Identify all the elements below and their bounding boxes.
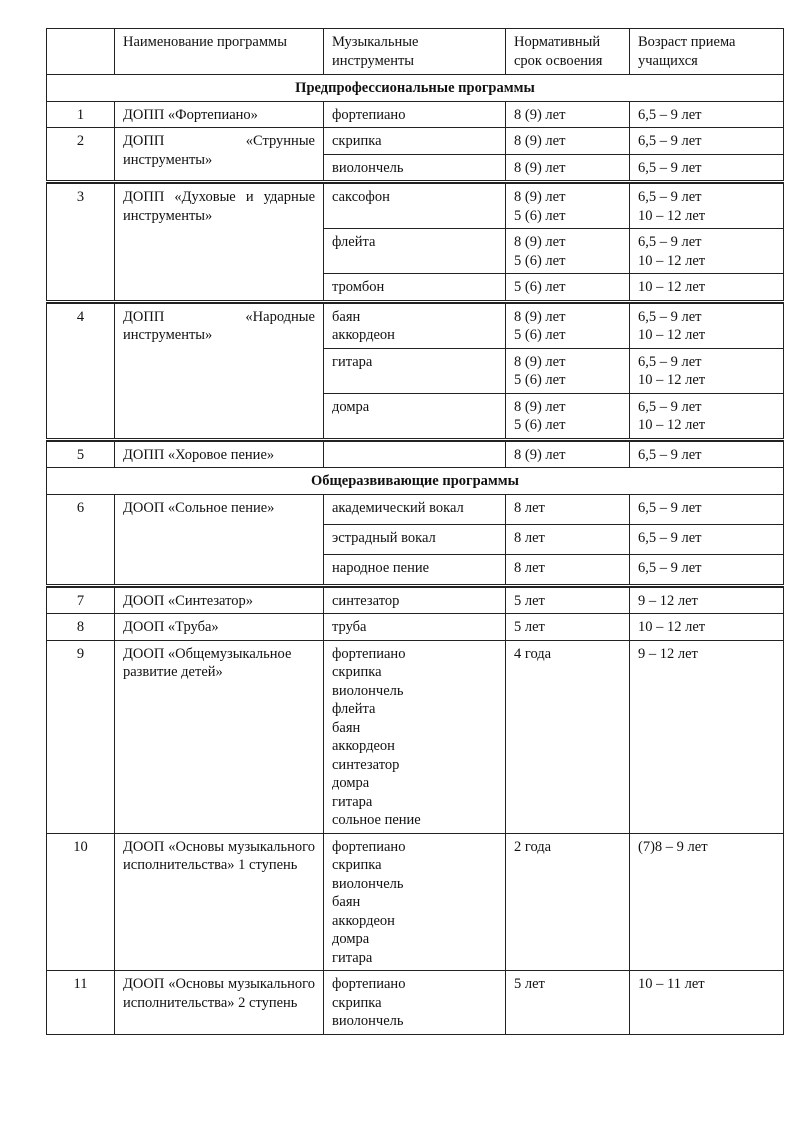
table-row (47, 971, 784, 1035)
instrument-cell (324, 494, 506, 524)
cell-line: эстрадный вокал (332, 529, 436, 546)
instrument-cell (324, 184, 506, 229)
cell-line: 10 – 12 лет (638, 619, 706, 635)
term-cell (506, 833, 630, 971)
instrument-cell (324, 101, 506, 128)
instrument-cell (324, 833, 506, 971)
table-row (47, 640, 784, 833)
cell-line: 8 (9) лет (514, 398, 566, 415)
cell-line: труба (332, 619, 367, 635)
instrument-cell (324, 348, 506, 393)
term-cell (506, 524, 630, 554)
instrument-cell (324, 614, 506, 641)
cell-line: академический вокал (332, 499, 464, 516)
row-number: 6 (47, 494, 115, 585)
cell-line: виолончель (332, 1013, 404, 1029)
cell-line: синтезатор (332, 592, 400, 609)
instrument-cell (324, 303, 506, 348)
table-row (47, 101, 784, 128)
cell-line: аккордеон (332, 912, 395, 929)
term-cell (506, 184, 630, 229)
section-title: Общеразвивающие программы (47, 468, 784, 495)
program-name: ДОПП «Народные инструменты» (115, 303, 324, 439)
header-num (47, 29, 115, 75)
cell-line: виолончель (332, 875, 404, 892)
program-name: ДОПП «Фортепиано» (115, 101, 324, 128)
cell-line: 8 (9) лет (514, 353, 566, 370)
age-cell (630, 640, 784, 833)
program-name: ДООП «Сольное пение» (115, 494, 324, 585)
cell-line: гитара (332, 949, 373, 966)
cell-line: сольное пение (332, 812, 421, 828)
header-term: Нормативный срок освоения (506, 29, 630, 75)
cell-line: 5 (6) лет (514, 417, 566, 433)
section-title: Предпрофессиональные программы (47, 75, 784, 102)
cell-line: аккордеон (332, 738, 395, 754)
age-cell (630, 184, 784, 229)
cell-line: гитара (332, 793, 373, 810)
cell-line: 6,5 – 9 лет (638, 133, 702, 149)
cell-line: 6,5 – 9 лет (638, 106, 702, 123)
cell-line: скрипка (332, 133, 382, 149)
term-cell (506, 441, 630, 468)
cell-line: фортепиано (332, 838, 406, 855)
cell-line: 8 лет (514, 559, 545, 576)
term-cell (506, 393, 630, 439)
cell-line: тромбон (332, 279, 385, 295)
cell-line: домра (332, 775, 370, 791)
table-row (47, 303, 784, 348)
cell-line: (7)8 – 9 лет (638, 838, 708, 855)
cell-line: 6,5 – 9 лет (638, 499, 702, 516)
cell-line: 8 (9) лет (514, 234, 566, 250)
program-name: ДООП «Синтезатор» (115, 587, 324, 614)
cell-line: флейта (332, 701, 376, 717)
table-row (47, 587, 784, 614)
instrument-cell (324, 554, 506, 585)
cell-line: 6,5 – 9 лет (638, 189, 702, 205)
cell-line: 6,5 – 9 лет (638, 398, 702, 415)
cell-line: 10 – 12 лет (638, 252, 706, 269)
term-cell (506, 348, 630, 393)
instrument-cell (324, 393, 506, 439)
cell-line: саксофон (332, 189, 390, 205)
cell-line: баян (332, 894, 361, 910)
cell-line: 4 года (514, 645, 552, 662)
row-number: 5 (47, 441, 115, 468)
term-cell (506, 494, 630, 524)
cell-line: 10 – 11 лет (638, 976, 705, 992)
table-row (47, 441, 784, 468)
cell-line: 6,5 – 9 лет (638, 529, 702, 546)
cell-line: виолончель (332, 682, 404, 699)
cell-line: 5 (6) лет (514, 279, 566, 295)
term-cell (506, 229, 630, 274)
cell-line: 8 лет (514, 529, 545, 546)
cell-line: гитара (332, 353, 373, 370)
instrument-cell (324, 128, 506, 155)
cell-line: 8 (9) лет (514, 159, 566, 176)
cell-line: 10 – 12 лет (638, 417, 706, 433)
programs-table (46, 28, 784, 1035)
row-number: 8 (47, 614, 115, 641)
cell-line: 10 – 12 лет (638, 207, 706, 224)
cell-line: 8 (9) лет (514, 189, 566, 205)
cell-line: 6,5 – 9 лет (638, 159, 702, 176)
instrument-cell (324, 154, 506, 182)
instrument-cell (324, 441, 506, 468)
program-name: ДОПП «Хоровое пение» (115, 441, 324, 468)
cell-line: фортепиано (332, 645, 406, 662)
cell-line: домра (332, 931, 370, 947)
program-name: ДООП «Основы музыкального исполнительства» 2 ступень (115, 971, 324, 1035)
age-cell (630, 554, 784, 585)
cell-line: скрипка (332, 664, 382, 680)
age-cell (630, 587, 784, 614)
instrument-cell (324, 229, 506, 274)
program-name: ДООП «Труба» (115, 614, 324, 641)
cell-line: 8 (9) лет (514, 133, 566, 149)
age-cell (630, 274, 784, 302)
program-name: ДООП «Основы музыкального исполнительства» 1 ступень (115, 833, 324, 971)
age-cell (630, 303, 784, 348)
cell-line: 8 лет (514, 499, 545, 516)
age-cell (630, 154, 784, 182)
age-cell (630, 441, 784, 468)
cell-line: 6,5 – 9 лет (638, 559, 702, 576)
section-row-general (47, 468, 784, 495)
cell-line: народное пение (332, 559, 430, 576)
cell-line: 6,5 – 9 лет (638, 234, 702, 250)
term-cell (506, 554, 630, 585)
instrument-cell (324, 274, 506, 302)
age-cell (630, 614, 784, 641)
age-cell (630, 348, 784, 393)
header-name: Наименование программы (115, 29, 324, 75)
term-cell (506, 971, 630, 1035)
cell-line: 6,5 – 9 лет (638, 308, 702, 325)
row-number: 3 (47, 184, 115, 302)
age-cell (630, 524, 784, 554)
term-cell (506, 128, 630, 155)
cell-line: баян (332, 308, 361, 325)
term-cell (506, 274, 630, 302)
cell-line: синтезатор (332, 756, 400, 773)
cell-line: 10 – 12 лет (638, 372, 706, 388)
table-row (47, 833, 784, 971)
cell-line: флейта (332, 234, 376, 250)
row-number: 9 (47, 640, 115, 833)
section-row-preprofessional (47, 75, 784, 102)
cell-line: 5 лет (514, 592, 545, 609)
age-cell (630, 128, 784, 155)
cell-line: баян (332, 719, 361, 736)
cell-line: 5 (6) лет (514, 372, 566, 388)
cell-line: фортепиано (332, 976, 406, 992)
row-number: 7 (47, 587, 115, 614)
cell-line: 5 лет (514, 976, 545, 992)
cell-line: 5 лет (514, 619, 545, 635)
term-cell (506, 101, 630, 128)
cell-line: 9 – 12 лет (638, 645, 698, 662)
row-number: 4 (47, 303, 115, 439)
table-row (47, 494, 784, 524)
cell-line: 2 года (514, 838, 552, 855)
program-name: ДОПП «Струнные инструменты» (115, 128, 324, 182)
row-number: 10 (47, 833, 115, 971)
table-row (47, 184, 784, 229)
cell-line: 10 – 12 лет (638, 327, 706, 343)
age-cell (630, 494, 784, 524)
term-cell (506, 587, 630, 614)
cell-line: 6,5 – 9 лет (638, 353, 702, 370)
cell-line: 8 (9) лет (514, 446, 566, 463)
term-cell (506, 303, 630, 348)
row-number: 1 (47, 101, 115, 128)
age-cell (630, 393, 784, 439)
age-cell (630, 229, 784, 274)
age-cell (630, 833, 784, 971)
cell-line: 9 – 12 лет (638, 592, 698, 609)
age-cell (630, 101, 784, 128)
instrument-cell (324, 971, 506, 1035)
cell-line: аккордеон (332, 327, 395, 343)
term-cell (506, 614, 630, 641)
cell-line: виолончель (332, 159, 404, 176)
cell-line: 8 (9) лет (514, 106, 566, 123)
cell-line: скрипка (332, 994, 382, 1011)
cell-line: 5 (6) лет (514, 252, 566, 269)
header-age: Возраст приема учащихся (630, 29, 784, 75)
instrument-cell (324, 587, 506, 614)
cell-line: фортепиано (332, 106, 406, 123)
table-row (47, 614, 784, 641)
cell-line: 10 – 12 лет (638, 279, 706, 295)
cell-line: скрипка (332, 857, 382, 873)
row-number: 2 (47, 128, 115, 182)
header-instruments: Музыкальные инструменты (324, 29, 506, 75)
cell-line: домра (332, 398, 370, 415)
instrument-cell (324, 640, 506, 833)
cell-line: 5 (6) лет (514, 327, 566, 343)
age-cell (630, 971, 784, 1035)
cell-line: 5 (6) лет (514, 207, 566, 224)
row-number: 11 (47, 971, 115, 1035)
header-row (47, 29, 784, 75)
term-cell (506, 154, 630, 182)
cell-line: 8 (9) лет (514, 308, 566, 325)
term-cell (506, 640, 630, 833)
table-row (47, 128, 784, 155)
cell-line: 6,5 – 9 лет (638, 446, 702, 463)
program-name: ДООП «Общемузыкальное развитие детей» (115, 640, 324, 833)
instrument-cell (324, 524, 506, 554)
program-name: ДОПП «Духовые и ударные инструменты» (115, 184, 324, 302)
